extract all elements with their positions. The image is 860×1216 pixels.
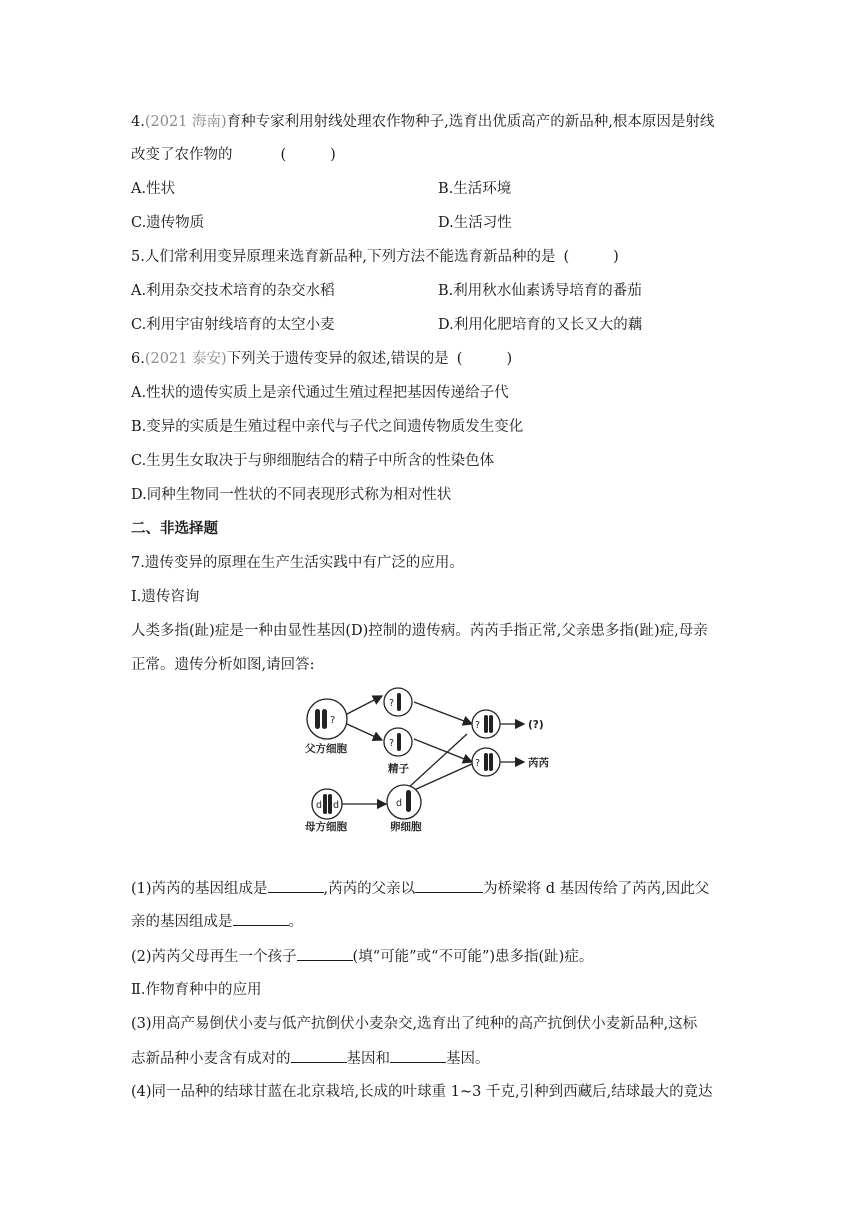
q6-option-b[interactable]: B.变异的实质是生殖过程中亲代与子代之间遗传物质发生变化 <box>131 419 524 435</box>
father-cell <box>307 699 347 739</box>
egg-cell <box>387 785 421 819</box>
q4-stem-line1 <box>131 112 714 132</box>
ruirui-label: 芮芮 <box>528 757 549 769</box>
svg-text:?: ? <box>475 720 481 731</box>
svg-text:d: d <box>316 800 323 811</box>
answer-bracket-open: ( <box>563 249 570 265</box>
q6-source: (2021 泰安) <box>144 351 227 367</box>
q6-stem <box>131 349 512 369</box>
answer-bracket-open: ( <box>280 147 287 163</box>
q5-option-c[interactable]: C.利用宇宙射线培育的太空小麦 <box>131 317 335 333</box>
answer-bracket-open: ( <box>456 351 463 367</box>
genetics-diagram <box>302 684 572 834</box>
answer-blank[interactable] <box>415 878 483 893</box>
q6-number: 6. <box>131 351 145 367</box>
q7-sub3-text: 基因。 <box>446 1051 490 1067</box>
offspring-cell-1 <box>472 710 500 738</box>
q7-sub1-text: 。 <box>288 914 303 930</box>
q7-intro: 7.遗传变异的原理在生产生活实践中有广泛的应用。 <box>131 555 464 571</box>
q7-sub3-line2 <box>131 1048 490 1069</box>
q6-option-d[interactable]: D.同种生物同一性状的不同表现形式称为相对性状 <box>131 487 452 503</box>
q7-sub3-text: 基因和 <box>346 1051 390 1067</box>
q7-paragraph-line1: 人类多指(趾)症是一种由显性基因(D)控制的遗传病。芮芮手指正常,父亲患多指(趾)症,母亲 <box>131 623 708 639</box>
answer-blank[interactable] <box>297 946 353 961</box>
q4-source: (2021 海南) <box>144 114 227 130</box>
father-cell-label: 父方细胞 <box>305 743 347 755</box>
q7-part1-title: Ⅰ.遗传咨询 <box>131 589 200 605</box>
q7-sub1-text: ,芮芮的父亲以 <box>323 881 416 897</box>
q7-sub2 <box>131 946 593 967</box>
q7-sub1-line2 <box>131 911 303 932</box>
q7-sub1-text: 为桥梁将 d 基因传给了芮芮,因此父 <box>483 881 710 897</box>
sperm-cell-2 <box>384 728 412 756</box>
q6-option-c[interactable]: C.生男生女取决于与卵细胞结合的精子中所含的性染色体 <box>131 453 495 469</box>
q7-sub4-line1: (4)同一品种的结球甘蓝在北京栽培,长成的叶球重 1~3 千克,引种到西藏后,结球最大的竟达 <box>131 1084 713 1100</box>
q4-option-a[interactable]: A.性状 <box>131 181 176 197</box>
q7-sub2-text: (填“可能”或“不可能”)患多指(趾)症。 <box>352 949 594 965</box>
q6-option-a[interactable]: A.性状的遗传实质上是亲代通过生殖过程把基因传递给子代 <box>131 385 509 401</box>
q7-sub1-text: 亲的基因组成是 <box>131 914 233 930</box>
answer-bracket-close: ) <box>330 147 336 163</box>
svg-text:d: d <box>396 798 403 809</box>
q7-sub3-line1: (3)用高产易倒伏小麦与低产抗倒伏小麦杂交,选育出了纯种的高产抗倒伏小麦新品种,这标 <box>131 1016 698 1032</box>
q4-number: 4. <box>131 114 145 130</box>
answer-blank[interactable] <box>390 1048 446 1063</box>
svg-text:?: ? <box>389 698 395 709</box>
q4-option-d[interactable]: D.生活习性 <box>438 215 512 231</box>
sperm-cell-1 <box>384 688 412 716</box>
q7-sub2-text: (2)芮芮父母再生一个孩子 <box>131 949 297 965</box>
q5-option-a[interactable]: A.利用杂交技术培育的杂交水稻 <box>131 283 335 299</box>
section-title: 二、非选择题 <box>131 520 218 537</box>
q7-sub1-line1 <box>131 878 709 899</box>
q4-text-cont: 改变了农作物的 <box>131 147 233 163</box>
q4-text: 育种专家利用射线处理农作物种子,选育出优质高产的新品种,根本原因是射线 <box>226 114 715 130</box>
svg-text:d: d <box>333 800 340 811</box>
q5-option-d[interactable]: D.利用化肥培育的又长又大的藕 <box>438 317 643 333</box>
answer-bracket-close: ) <box>613 249 619 265</box>
answer-bracket-close: ) <box>506 351 513 367</box>
sperm-label: 精子 <box>388 763 409 775</box>
inheritance-arrows <box>339 696 524 804</box>
svg-text:?: ? <box>389 738 395 749</box>
svg-text:?: ? <box>475 758 481 769</box>
mother-cell <box>312 789 342 819</box>
q6-text: 下列关于遗传变异的叙述,错误的是 <box>226 351 449 367</box>
q4-option-c[interactable]: C.遗传物质 <box>131 215 205 231</box>
q7-sub1-text: (1)芮芮的基因组成是 <box>131 881 268 897</box>
q5-text: 5.人们常利用变异原理来选育新品种,下列方法不能选育新品种的是 <box>131 249 556 265</box>
q5-stem <box>131 247 619 267</box>
q7-part2-title: Ⅱ.作物育种中的应用 <box>131 982 262 998</box>
unknown-child-label: (?) <box>528 719 544 731</box>
q5-option-b[interactable]: B.利用秋水仙素诱导培育的番茄 <box>438 283 642 299</box>
svg-text:?: ? <box>330 715 336 726</box>
q4-stem-line2 <box>131 145 336 165</box>
answer-blank[interactable] <box>291 1048 347 1063</box>
mother-cell-label: 母方细胞 <box>305 821 347 833</box>
egg-cell-label: 卵细胞 <box>390 821 422 833</box>
answer-blank[interactable] <box>233 911 289 926</box>
q4-option-b[interactable]: B.生活环境 <box>438 181 512 197</box>
offspring-cell-2 <box>472 748 500 776</box>
answer-blank[interactable] <box>268 878 324 893</box>
q7-sub3-text: 志新品种小麦含有成对的 <box>131 1051 291 1067</box>
q7-paragraph-line2: 正常。遗传分析如图,请回答: <box>131 657 315 673</box>
